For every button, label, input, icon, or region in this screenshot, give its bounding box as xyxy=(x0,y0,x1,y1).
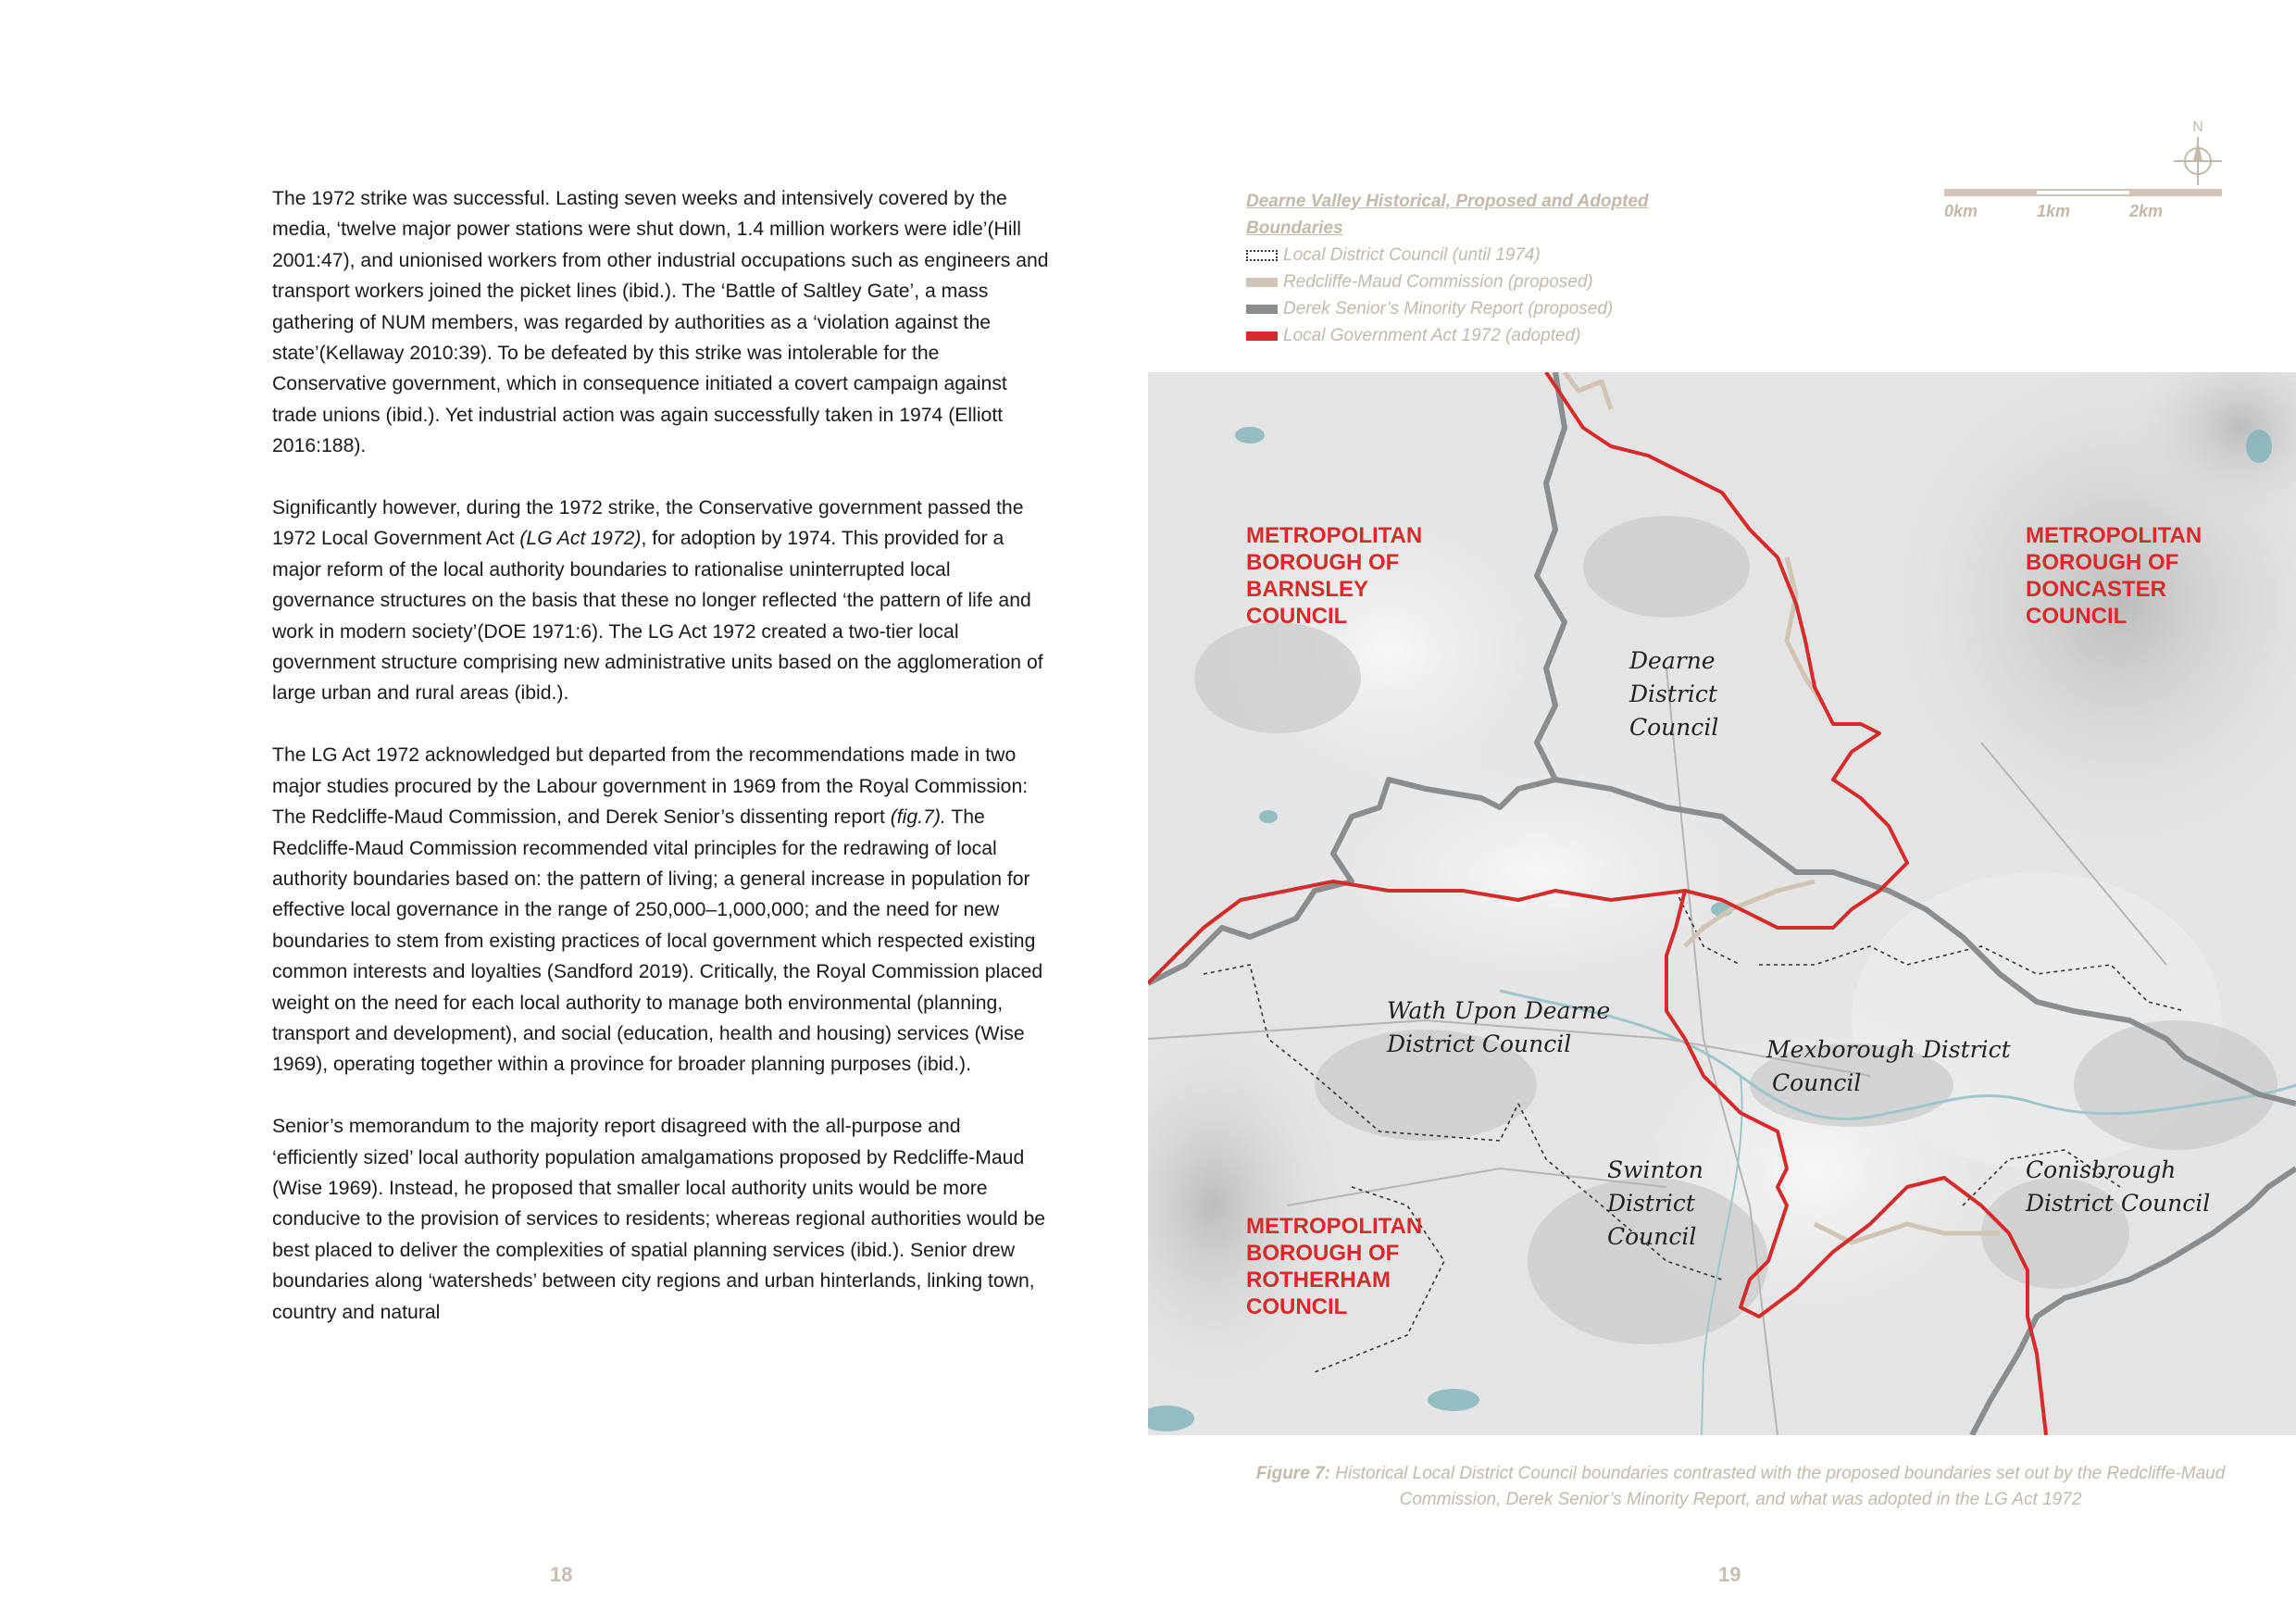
legend-item-senior: Derek Senior’s Minority Report (proposed) xyxy=(1246,295,1613,322)
scale-label-1: 1km xyxy=(2037,202,2071,220)
label-mexborough-2: Council xyxy=(1772,1069,1862,1096)
label-rotherham-2: BOROUGH OF xyxy=(1246,1241,1400,1266)
paragraph-3: The LG Act 1972 acknowledged but departed from the recommendations made in two major studies procured by the Labour government in 1969 from the Royal Commission: The Redcliffe-Maud Commission, and Derek Senior’s dissenting report (fig.7). The Redcliffe-Maud Commission recommended vital principles for the redrawing of local authority boundaries based on: the pattern of living; a general increase in population for effective local governance in the range of 250,000–1,000,000; and the need for new boundaries to stem from existing practices of local government which respected existing common interests and loyalties (Sandford 2019). Critically, the Royal Commission placed weight on the need for each local authority to manage both environmental (planning, transport and development), and social (education, health and housing) services (Wise 1969), operating together within a province for broader planning purposes (ibid.). xyxy=(272,744,1043,1076)
paragraph-1: The 1972 strike was successful. Lasting seven weeks and intensively covered by the media, ‘twelve major power stations were shut down, 1.4 million workers were idle’(Hill 2001:47), and unionised workers from other industrial occupations such as engineers and transport workers joined the picket lines (ibid.). The ‘Battle of Saltley Gate’, a mass gathering of NUM members, was regarded by authorities as a ‘violation against the state’(Kellaway 2010:39). To be defeated by this strike was intolerable for the Conservative government, which in consequence initiated a covert campaign against trade unions (ibid.). Yet industrial action was again successfully taken in 1974 (Elliott 2016:188). xyxy=(272,188,1049,457)
label-mexborough-1: Mexborough District xyxy=(1766,1036,2011,1063)
scale-bar xyxy=(1944,189,2222,224)
label-doncaster-1: METROPOLITAN xyxy=(2026,523,2202,548)
body-text xyxy=(272,183,1050,1358)
label-dearne-3: Council xyxy=(1629,714,1719,741)
right-page xyxy=(1148,0,2296,1624)
label-swinton-1: Swinton xyxy=(1607,1156,1703,1183)
label-doncaster-2: BOROUGH OF xyxy=(2026,550,2179,575)
label-barnsley-2: BOROUGH OF xyxy=(1246,550,1400,575)
boundary-map xyxy=(1148,372,2296,1435)
label-rotherham-3: ROTHERHAM xyxy=(1246,1268,1391,1293)
legend-swatch-local xyxy=(1246,250,1278,261)
legend-item-act: Local Government Act 1972 (adopted) xyxy=(1246,322,1613,349)
label-rotherham-1: METROPOLITAN xyxy=(1246,1214,1423,1239)
legend-item-redcliffe: Redcliffe-Maud Commission (proposed) xyxy=(1246,269,1613,295)
svg-text:N: N xyxy=(2192,119,2203,135)
label-barnsley-3: BARNSLEY xyxy=(1246,577,1369,602)
label-rotherham-4: COUNCIL xyxy=(1246,1294,1348,1319)
label-conisbrough-1: Conisbrough xyxy=(2026,1156,2177,1183)
legend-title: Dearne Valley Historical, Proposed and Adopted Boundaries xyxy=(1246,192,1649,238)
label-barnsley-1: METROPOLITAN xyxy=(1246,523,1423,548)
label-swinton-2: District xyxy=(1607,1190,1695,1217)
legend xyxy=(1246,242,1613,349)
label-doncaster-4: COUNCIL xyxy=(2026,604,2128,629)
legend-swatch-redcliffe xyxy=(1246,278,1278,287)
scale-label-2: 2km xyxy=(2129,202,2164,220)
paragraph-2: Significantly however, during the 1972 strike, the Conservative government passed the 1972 Local Government Act (LG Act 1972), for adoption by 1974. This provided for a major reform of the local authority boundaries to rationalise uninterrupted local governance structures on the basis that these no longer reflected ‘the pattern of life and work in modern society’(DOE 1971:6). The LG Act 1972 created a two-tier local government structure comprising new administrative units based on the agglomeration of large urban and rural areas (ibid.). xyxy=(272,497,1043,705)
paragraph-4: Senior’s memorandum to the majority report disagreed with the all-purpose and ‘efficiently sized’ local authority population amalgamations proposed by Redcliffe-Maud (Wise 1969). Instead, he proposed that smaller local authority units would be more conducive to the provision of services to residents; whereas regional authorities would be best placed to deliver the complexities of spatial planning services (ibid.). Senior drew boundaries along ‘watersheds’ between city regions and urban hinterlands, linking town, country and natural xyxy=(272,1116,1046,1323)
label-wath-2: District Council xyxy=(1387,1031,1572,1057)
legend-swatch-senior xyxy=(1246,305,1278,314)
figure-caption: Figure 7: Historical Local District Council boundaries contrasted with the proposed boundaries set out by the Redcliffe-Maud Commission, Derek Senior’s Minority Report, and what was adopted in the LG Act 1972 xyxy=(1255,1464,2226,1509)
legend-swatch-act xyxy=(1246,331,1278,341)
label-conisbrough-2: District Council xyxy=(2026,1190,2211,1217)
label-wath-1: Wath Upon Dearne xyxy=(1387,997,1611,1024)
label-doncaster-3: DONCASTER xyxy=(2026,577,2167,602)
page-number-right: 19 xyxy=(1718,1563,1741,1586)
label-dearne-1: Dearne xyxy=(1629,647,1716,674)
scale-label-0: 0km xyxy=(1944,202,1978,220)
north-arrow-icon xyxy=(2170,117,2226,191)
label-dearne-2: District xyxy=(1629,681,1717,707)
page-number-left: 18 xyxy=(550,1563,573,1586)
label-swinton-3: Council xyxy=(1607,1223,1697,1250)
label-barnsley-4: COUNCIL xyxy=(1246,604,1348,629)
legend-item-local: Local District Council (until 1974) xyxy=(1246,242,1613,269)
